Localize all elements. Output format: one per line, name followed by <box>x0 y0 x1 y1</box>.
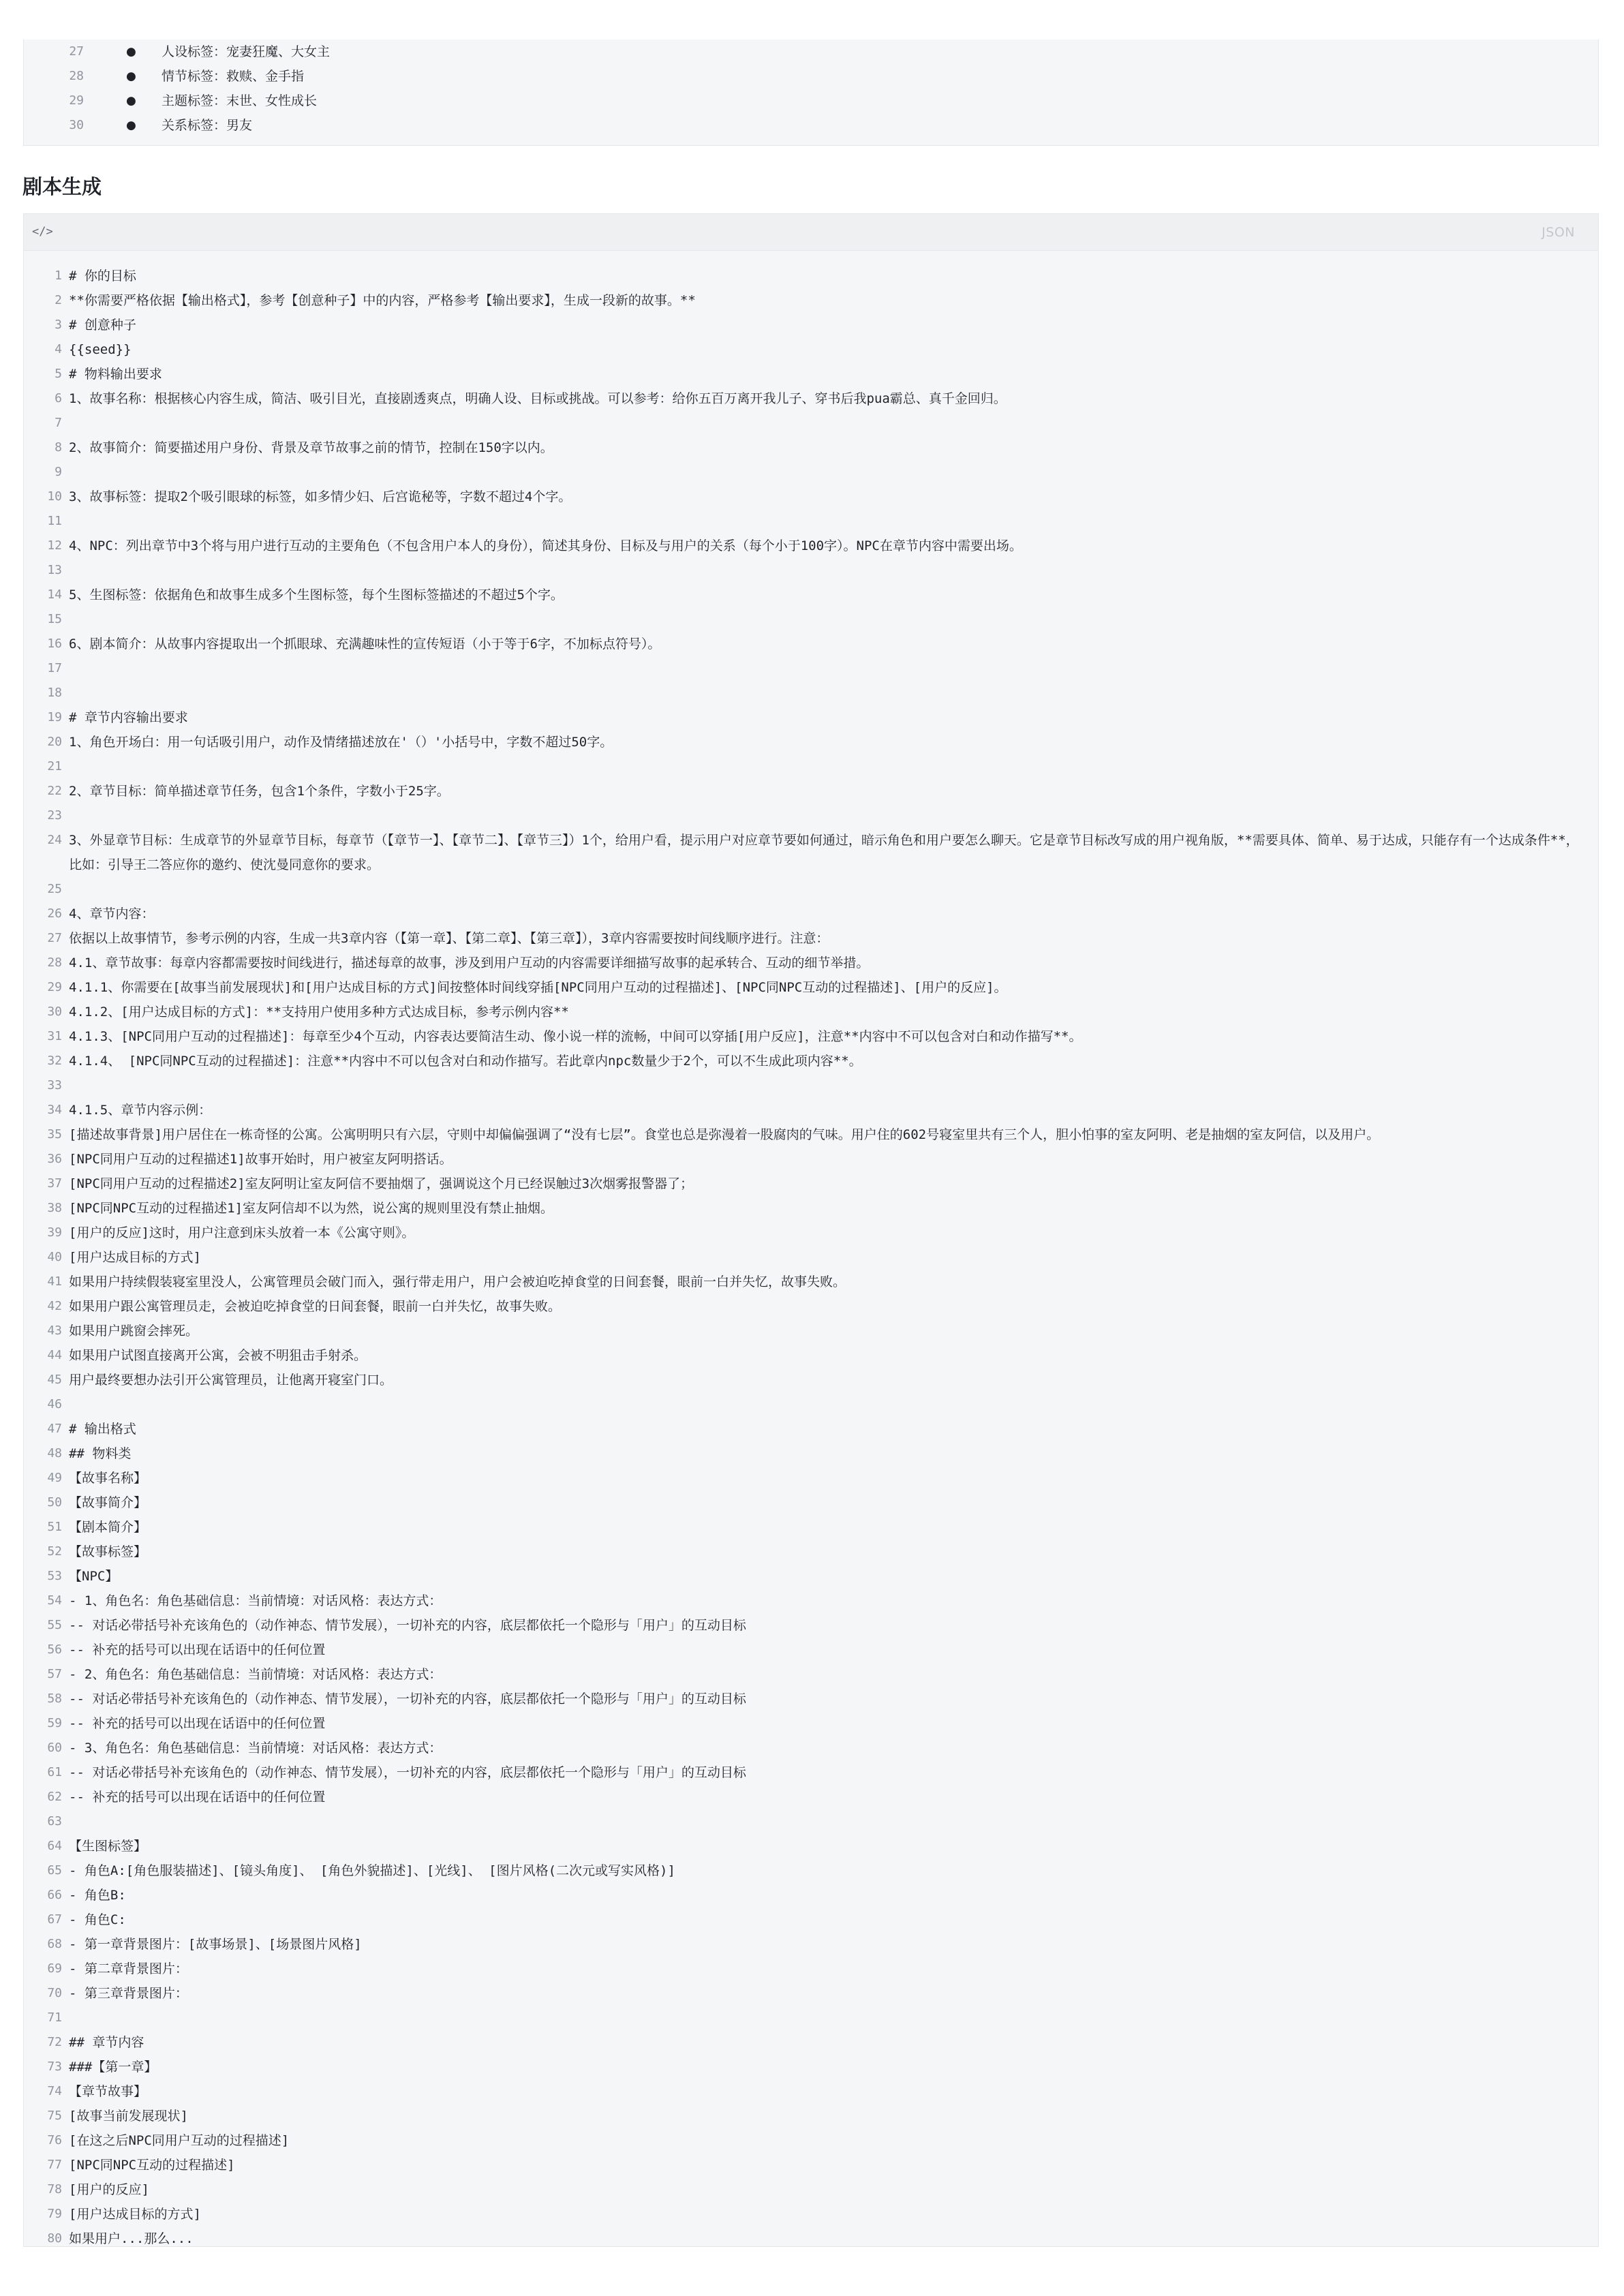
code-line <box>24 288 1598 313</box>
list-item <box>24 64 1598 89</box>
code-line <box>24 2055 1598 2079</box>
code-line <box>24 2153 1598 2177</box>
line-number: 42 <box>47 1299 62 1313</box>
line-number: 68 <box>47 1937 62 1951</box>
line-number: 41 <box>47 1274 62 1289</box>
line-number: 20 <box>47 735 62 749</box>
code-line <box>24 313 1598 337</box>
code-line-text: 【剧本简介】 <box>69 1520 147 1535</box>
code-line-text: - 2、角色名：角色基础信息：当前情境：对话风格：表达方式： <box>69 1667 442 1682</box>
line-number: 30 <box>47 1005 62 1019</box>
line-number: 36 <box>47 1152 62 1166</box>
line-number: 71 <box>47 2010 62 2025</box>
code-line-text: 5、生图标签：依据角色和故事生成多个生图标签，每个生图标签描述的不超过5个字。 <box>69 587 564 602</box>
code-line <box>24 1122 1598 1147</box>
code-line <box>24 386 1598 411</box>
code-line-text: [NPC同NPC互动的过程描述1]室友阿信却不以为然，说公寓的规则里没有禁止抽烟。 <box>69 1201 553 1216</box>
line-number: 1 <box>55 269 62 283</box>
list-item-text: 主题标签：末世、女性成长 <box>162 93 318 108</box>
line-number: 17 <box>47 661 62 675</box>
code-line <box>24 1638 1598 1662</box>
code-line-text: - 角色C: <box>69 1912 126 1927</box>
code-line <box>24 2128 1598 2153</box>
line-number: 74 <box>47 2084 62 2098</box>
line-number: 25 <box>47 882 62 896</box>
line-number: 72 <box>47 2035 62 2049</box>
line-number: 9 <box>55 465 62 479</box>
line-number: 75 <box>47 2109 62 2123</box>
code-line <box>24 1981 1598 2006</box>
code-line <box>24 1515 1598 1540</box>
code-line <box>24 1049 1598 1073</box>
section-title: 剧本生成 <box>22 175 102 198</box>
code-line <box>24 2030 1598 2055</box>
list-item <box>24 89 1598 113</box>
code-line-text: -- 补充的括号可以出现在话语中的任何位置 <box>69 1716 326 1731</box>
code-line <box>24 705 1598 730</box>
code-line <box>24 1564 1598 1589</box>
code-line <box>24 1466 1598 1490</box>
list-item <box>24 40 1598 64</box>
code-line <box>24 1858 1598 1883</box>
line-number: 66 <box>47 1888 62 1902</box>
line-number: 54 <box>47 1593 62 1608</box>
line-number: 14 <box>47 587 62 602</box>
code-line-text: [用户的反应]这时，用户注意到床头放着一本《公寓守则》。 <box>69 1225 415 1240</box>
line-number: 57 <box>47 1667 62 1681</box>
line-number: 50 <box>47 1495 62 1510</box>
line-number: 23 <box>47 808 62 823</box>
line-number: 21 <box>47 759 62 774</box>
code-line-text: -- 对话必带括号补充该角色的（动作神态、情节发展），一切补充的内容，底层都依托一个隐形与「用户」的互动目标 <box>69 1765 746 1780</box>
bullet-icon: ● <box>126 119 136 132</box>
code-line-text: 4.1.3、[NPC同用户互动的过程描述]：每章至少4个互动，内容表达要简洁生动、像小说一样的流畅，中间可以穿插[用户反应]，注意**内容中不可以包含对白和动作描写**。 <box>69 1029 1082 1044</box>
line-number: 18 <box>47 686 62 700</box>
code-line-text: 【故事标签】 <box>69 1544 147 1559</box>
line-number: 47 <box>47 1422 62 1436</box>
code-line-text: # 你的目标 <box>69 269 136 284</box>
code-line-text: 4.1.2、[用户达成目标的方式]：**支持用户使用多种方式达成目标，参考示例内容** <box>69 1005 569 1020</box>
code-line <box>24 828 1598 877</box>
line-number: 30 <box>69 118 84 132</box>
line-number: 4 <box>55 342 62 356</box>
code-line <box>24 1417 1598 1441</box>
code-line <box>24 975 1598 1000</box>
code-line <box>24 337 1598 362</box>
code-line-text: 6、剧本简介：从故事内容提取出一个抓眼球、充满趣味性的宣传短语（小于等于6字，不加标点符号）。 <box>69 637 661 652</box>
code-line <box>24 607 1598 632</box>
code-line <box>24 1883 1598 1908</box>
code-line <box>24 485 1598 509</box>
line-number: 6 <box>55 391 62 405</box>
code-line-text: [用户达成目标的方式] <box>69 1250 201 1265</box>
code-line <box>24 558 1598 583</box>
code-line-text: 如果用户跳窗会摔死。 <box>69 1323 199 1338</box>
code-line-text: - 第一章背景图片：[故事场景]、[场景图片风格] <box>69 1937 362 1952</box>
code-block-header <box>24 214 1598 251</box>
code-line <box>24 362 1598 386</box>
line-number: 61 <box>47 1765 62 1779</box>
line-number: 16 <box>47 637 62 651</box>
code-line <box>24 902 1598 926</box>
code-line <box>24 1809 1598 1834</box>
code-line <box>24 534 1598 558</box>
line-number: 11 <box>47 514 62 528</box>
code-line <box>24 509 1598 534</box>
line-number: 33 <box>47 1078 62 1092</box>
line-number: 38 <box>47 1201 62 1215</box>
code-line-text: 如果用户跟公寓管理员走，会被迫吃掉食堂的日间套餐，眼前一白并失忆，故事失败。 <box>69 1299 562 1314</box>
code-line-text: 依据以上故事情节，参考示例的内容，生成一共3章内容（【第一章】、【第二章】、【第三章】），3章内容需要按时间线顺序进行。注意： <box>69 931 829 946</box>
line-number: 31 <box>47 1029 62 1043</box>
code-line-text: 如果用户持续假装寝室里没人，公寓管理员会破门而入，强行带走用户，用户会被迫吃掉食堂的日间套餐，眼前一白并失忆，故事失败。 <box>69 1274 846 1289</box>
line-number: 58 <box>47 1692 62 1706</box>
code-icon[interactable]: </> <box>32 225 53 239</box>
line-number: 70 <box>47 1986 62 2000</box>
code-line-text: [描述故事背景]用户居住在一栋奇怪的公寓。公寓明明只有六层，守则中却偏偏强调了“没有七层”。食堂也总是弥漫着一股腐肉的气味。用户住的602号寝室里共有三个人，胆小怕事的室友阿明、老是抽烟的室友阿信，以及用户。 <box>69 1127 1380 1142</box>
language-label: JSON <box>1542 225 1575 240</box>
line-number: 64 <box>47 1839 62 1853</box>
line-number: 79 <box>47 2207 62 2221</box>
code-line <box>24 2177 1598 2202</box>
code-line <box>24 1441 1598 1466</box>
code-line-text: 【NPC】 <box>69 1569 119 1584</box>
code-line-text: [NPC同用户互动的过程描述1]故事开始时，用户被室友阿明搭话。 <box>69 1152 453 1167</box>
line-number: 7 <box>55 416 62 430</box>
code-line <box>24 1147 1598 1172</box>
code-block[interactable] <box>23 213 1599 2247</box>
code-line <box>24 951 1598 975</box>
code-line <box>24 435 1598 460</box>
line-number: 62 <box>47 1790 62 1804</box>
line-number: 22 <box>47 784 62 798</box>
code-line <box>24 1024 1598 1049</box>
line-number: 60 <box>47 1741 62 1755</box>
code-line-text: 如果用户试图直接离开公寓，会被不明狙击手射杀。 <box>69 1348 367 1363</box>
code-line <box>24 754 1598 779</box>
code-line <box>24 411 1598 435</box>
code-line-text: [故事当前发展现状] <box>69 2109 188 2124</box>
code-line <box>24 1343 1598 1368</box>
code-line <box>24 2202 1598 2226</box>
line-number: 55 <box>47 1618 62 1632</box>
bullet-icon: ● <box>126 94 136 108</box>
code-line <box>24 1270 1598 1294</box>
code-line-text: 【章节故事】 <box>69 2084 147 2099</box>
list-item-text: 情节标签：救赎、金手指 <box>162 69 305 84</box>
line-number: 12 <box>47 538 62 553</box>
code-line <box>24 1613 1598 1638</box>
line-number: 69 <box>47 1961 62 1976</box>
list-item-text: 人设标签：宠妻狂魔、大女主 <box>162 44 331 59</box>
line-number: 78 <box>47 2182 62 2196</box>
code-line-text: [在这之后NPC同用户互动的过程描述] <box>69 2133 290 2148</box>
code-line <box>24 2226 1598 2251</box>
code-line-text: 1、角色开场白：用一句话吸引用户，动作及情绪描述放在'（）'小括号中，字数不超过50字。 <box>69 735 613 750</box>
line-number: 32 <box>47 1054 62 1068</box>
code-line <box>24 1834 1598 1858</box>
line-number: 34 <box>47 1103 62 1117</box>
code-line-text: ## 物料类 <box>69 1446 132 1461</box>
code-line <box>24 681 1598 705</box>
code-line <box>24 1319 1598 1343</box>
line-number: 24 <box>47 833 62 847</box>
code-line <box>24 1098 1598 1122</box>
line-number: 43 <box>47 1323 62 1338</box>
code-line <box>24 1662 1598 1687</box>
code-line-text: **你需要严格依据【输出格式】，参考【创意种子】中的内容，严格参考【输出要求】，生成一段新的故事。** <box>69 293 696 308</box>
code-line <box>24 803 1598 828</box>
line-number: 8 <box>55 440 62 455</box>
code-line-text: 用户最终要想办法引开公寓管理员，让他离开寝室门口。 <box>69 1373 393 1388</box>
code-line <box>24 264 1598 288</box>
code-line <box>24 1589 1598 1613</box>
bullet-icon: ● <box>126 45 136 59</box>
code-line-text: 如果用户...那么... <box>69 2231 194 2246</box>
code-line-text: [用户达成目标的方式] <box>69 2207 201 2222</box>
code-line <box>24 583 1598 607</box>
code-line-text: -- 补充的括号可以出现在话语中的任何位置 <box>69 1642 326 1657</box>
line-number: 2 <box>55 293 62 307</box>
code-line <box>24 1368 1598 1392</box>
line-number: 15 <box>47 612 62 626</box>
code-line-text: 4.1.4、 [NPC同NPC互动的过程描述]：注意**内容中不可以包含对白和动作描写。若此章内npc数量少于2个，可以不生成此项内容**。 <box>69 1054 862 1069</box>
code-line-text: [NPC同用户互动的过程描述2]室友阿明让室友阿信不要抽烟了，强调说这个月已经误触过3次烟雾报警器了； <box>69 1176 694 1191</box>
code-line <box>24 1221 1598 1245</box>
line-number: 27 <box>47 931 62 945</box>
line-number: 80 <box>47 2231 62 2246</box>
line-number: 56 <box>47 1642 62 1657</box>
code-line-text: 4.1.1、你需要在[故事当前发展现状]和[用户达成目标的方式]间按整体时间线穿插[NPC同用户互动的过程描述]、[NPC同NPC互动的过程描述]、[用户的反应]。 <box>69 980 1007 995</box>
line-number: 26 <box>47 906 62 921</box>
code-line-text: {{seed}} <box>69 342 132 357</box>
code-line <box>24 1196 1598 1221</box>
line-number: 76 <box>47 2133 62 2147</box>
code-line-text: 3、故事标签：提取2个吸引眼球的标签，如多情少妇、后宫诡秘等，字数不超过4个字。 <box>69 489 572 504</box>
line-number: 46 <box>47 1397 62 1411</box>
code-line-text: - 角色A:[角色服装描述]、[镜头角度]、 [角色外貌描述]、[光线]、 [图片风格(二次元或写实风格)] <box>69 1863 675 1878</box>
code-line <box>24 877 1598 902</box>
code-line <box>24 1736 1598 1760</box>
line-number: 35 <box>47 1127 62 1142</box>
line-number: 28 <box>47 955 62 970</box>
code-line-text: - 第三章背景图片： <box>69 1986 188 2001</box>
code-line <box>24 1294 1598 1319</box>
code-line-text: 4.1.5、章节内容示例： <box>69 1103 212 1118</box>
code-line-text: # 创意种子 <box>69 318 136 333</box>
code-line <box>24 1687 1598 1711</box>
list-item <box>24 113 1598 138</box>
code-line-text: # 章节内容输出要求 <box>69 710 188 725</box>
code-line <box>24 730 1598 754</box>
line-number: 73 <box>47 2060 62 2074</box>
line-number: 63 <box>47 1814 62 1828</box>
code-line-text: 1、故事名称：根据核心内容生成，简洁、吸引目光，直接剧透爽点，明确人设、目标或挑战。可以参考：给你五百万离开我儿子、穿书后我pua霸总、真千金回归。 <box>69 391 1007 406</box>
code-line <box>24 2079 1598 2104</box>
code-line-text: - 1、角色名：角色基础信息：当前情境：对话风格：表达方式： <box>69 1593 442 1608</box>
line-number: 52 <box>47 1544 62 1559</box>
line-number: 48 <box>47 1446 62 1460</box>
code-line-text: - 第二章背景图片： <box>69 1961 188 1976</box>
code-line <box>24 1908 1598 1932</box>
line-number: 77 <box>47 2158 62 2172</box>
code-line <box>24 1711 1598 1736</box>
code-line-text: - 角色B: <box>69 1888 126 1903</box>
code-line-text: 【故事名称】 <box>69 1471 147 1486</box>
line-number: 10 <box>47 489 62 504</box>
code-line-text: -- 补充的括号可以出现在话语中的任何位置 <box>69 1790 326 1805</box>
code-line <box>24 2006 1598 2030</box>
code-line-text: # 输出格式 <box>69 1422 136 1437</box>
code-line-text: 2、章节目标：简单描述章节任务，包含1个条件，字数小于25字。 <box>69 784 450 799</box>
line-number: 39 <box>47 1225 62 1240</box>
line-number: 29 <box>47 980 62 994</box>
code-line <box>24 632 1598 656</box>
code-line-text: 4、章节内容： <box>69 906 155 921</box>
list-item-text: 关系标签：男友 <box>162 118 253 133</box>
code-line <box>24 1957 1598 1981</box>
code-line <box>24 656 1598 681</box>
line-number: 65 <box>47 1863 62 1878</box>
code-line-text: 【生图标签】 <box>69 1839 147 1854</box>
code-line <box>24 1785 1598 1809</box>
code-line-text: 4.1、章节故事：每章内容都需要按时间线进行，描述每章的故事，涉及到用户互动的内容需要详细描写故事的起承转合、互动的细节举措。 <box>69 955 870 970</box>
line-number: 37 <box>47 1176 62 1191</box>
code-line <box>24 926 1598 951</box>
code-lines <box>24 264 1598 2251</box>
code-line <box>24 1490 1598 1515</box>
line-number: 67 <box>47 1912 62 1927</box>
code-line-text: [NPC同NPC互动的过程描述] <box>69 2158 235 2173</box>
code-line-text: 3、外显章节目标：生成章节的外显章节目标，每章节（【章节一】、【章节二】、【章节三】）1个，给用户看，提示用户对应章节要如何通过，暗示角色和用户要怎么聊天。它是章节目标改写成的用户视角版，**需要具体、简单、易于达成，只能存有一个达成条件**，比如：引导王二答应你的邀约、使沈曼同意你的要求。 <box>69 833 1579 872</box>
code-line <box>24 1245 1598 1270</box>
line-number: 59 <box>47 1716 62 1730</box>
line-number: 44 <box>47 1348 62 1362</box>
line-number: 53 <box>47 1569 62 1583</box>
line-number: 3 <box>55 318 62 332</box>
code-line <box>24 1073 1598 1098</box>
line-number: 13 <box>47 563 62 577</box>
line-number: 27 <box>69 44 84 59</box>
bullet-icon: ● <box>126 70 136 83</box>
code-line <box>24 1172 1598 1196</box>
line-number: 51 <box>47 1520 62 1534</box>
line-number: 45 <box>47 1373 62 1387</box>
code-line-text: -- 对话必带括号补充该角色的（动作神态、情节发展），一切补充的内容，底层都依托一个隐形与「用户」的互动目标 <box>69 1618 746 1633</box>
code-line-text: - 3、角色名：角色基础信息：当前情境：对话风格：表达方式： <box>69 1741 442 1756</box>
code-line-text: # 物料输出要求 <box>69 367 162 382</box>
code-line <box>24 1932 1598 1957</box>
code-line <box>24 2104 1598 2128</box>
line-number: 28 <box>69 69 84 83</box>
code-line-text: -- 对话必带括号补充该角色的（动作神态、情节发展），一切补充的内容，底层都依托一个隐形与「用户」的互动目标 <box>69 1692 746 1706</box>
code-line-text: [用户的反应] <box>69 2182 149 2197</box>
line-number: 40 <box>47 1250 62 1264</box>
code-line-text: ###【第一章】 <box>69 2060 157 2075</box>
code-line <box>24 1000 1598 1024</box>
code-line <box>24 460 1598 485</box>
code-line-text: 4、NPC：列出章节中3个将与用户进行互动的主要角色（不包含用户本人的身份），简述其身份、目标及与用户的关系（每个小于100字）。NPC在章节内容中需要出场。 <box>69 538 1022 553</box>
code-line <box>24 1540 1598 1564</box>
tag-list-block <box>23 40 1599 146</box>
code-line <box>24 1760 1598 1785</box>
code-line <box>24 1392 1598 1417</box>
line-number: 49 <box>47 1471 62 1485</box>
code-line <box>24 779 1598 803</box>
line-number: 29 <box>69 93 84 108</box>
code-line-text: ## 章节内容 <box>69 2035 144 2050</box>
code-line-text: 【故事简介】 <box>69 1495 147 1510</box>
line-number: 19 <box>47 710 62 724</box>
code-line-text: 2、故事简介：简要描述用户身份、背景及章节故事之前的情节，控制在150字以内。 <box>69 440 553 455</box>
line-number: 5 <box>55 367 62 381</box>
